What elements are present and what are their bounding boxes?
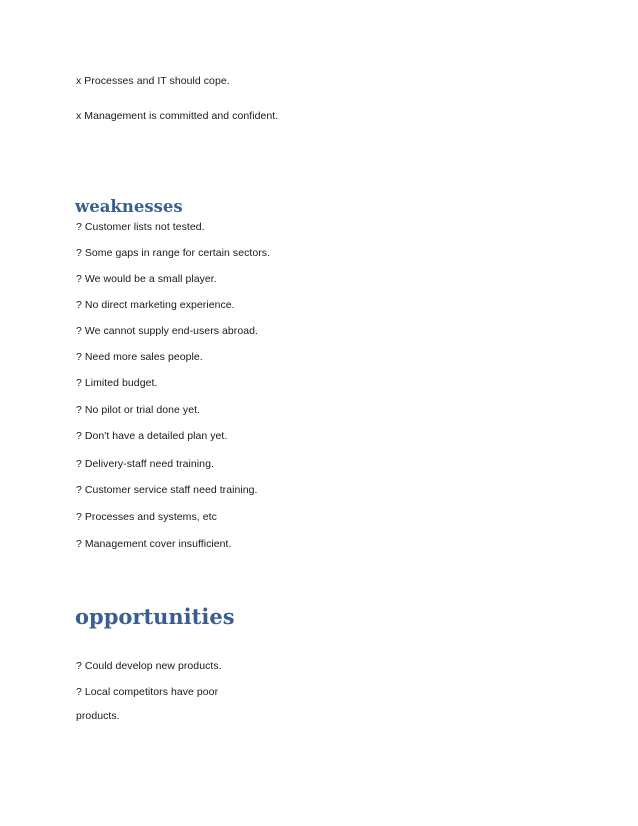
strength-item: x Management is committed and confident. <box>76 110 279 122</box>
weakness-item: ? We would be a small player. <box>76 273 217 285</box>
weakness-item: ? Management cover insufficient. <box>76 538 232 550</box>
weakness-item: ? Limited budget. <box>76 377 158 389</box>
weakness-item: ? Customer lists not tested. <box>76 221 205 233</box>
opportunity-item: ? Local competitors have poor <box>76 686 219 698</box>
weaknesses-heading: weaknesses <box>75 197 183 216</box>
strength-item: x Processes and IT should cope. <box>76 75 230 87</box>
opportunity-item: products. <box>76 710 120 722</box>
weakness-item: ? Don't have a detailed plan yet. <box>76 430 228 442</box>
weakness-item: ? Some gaps in range for certain sectors. <box>76 247 271 259</box>
weakness-item: ? Processes and systems, etc <box>76 511 217 523</box>
weakness-item: ? Delivery-staff need training. <box>76 458 214 470</box>
weakness-item: ? No pilot or trial done yet. <box>76 404 201 416</box>
weakness-item: ? No direct marketing experience. <box>76 299 235 311</box>
weakness-item: ? Need more sales people. <box>76 351 203 363</box>
weakness-item: ? We cannot supply end-users abroad. <box>76 325 258 337</box>
weakness-item: ? Customer service staff need training. <box>76 484 258 496</box>
opportunity-item: ? Could develop new products. <box>76 660 222 672</box>
opportunities-heading: opportunities <box>75 604 235 629</box>
